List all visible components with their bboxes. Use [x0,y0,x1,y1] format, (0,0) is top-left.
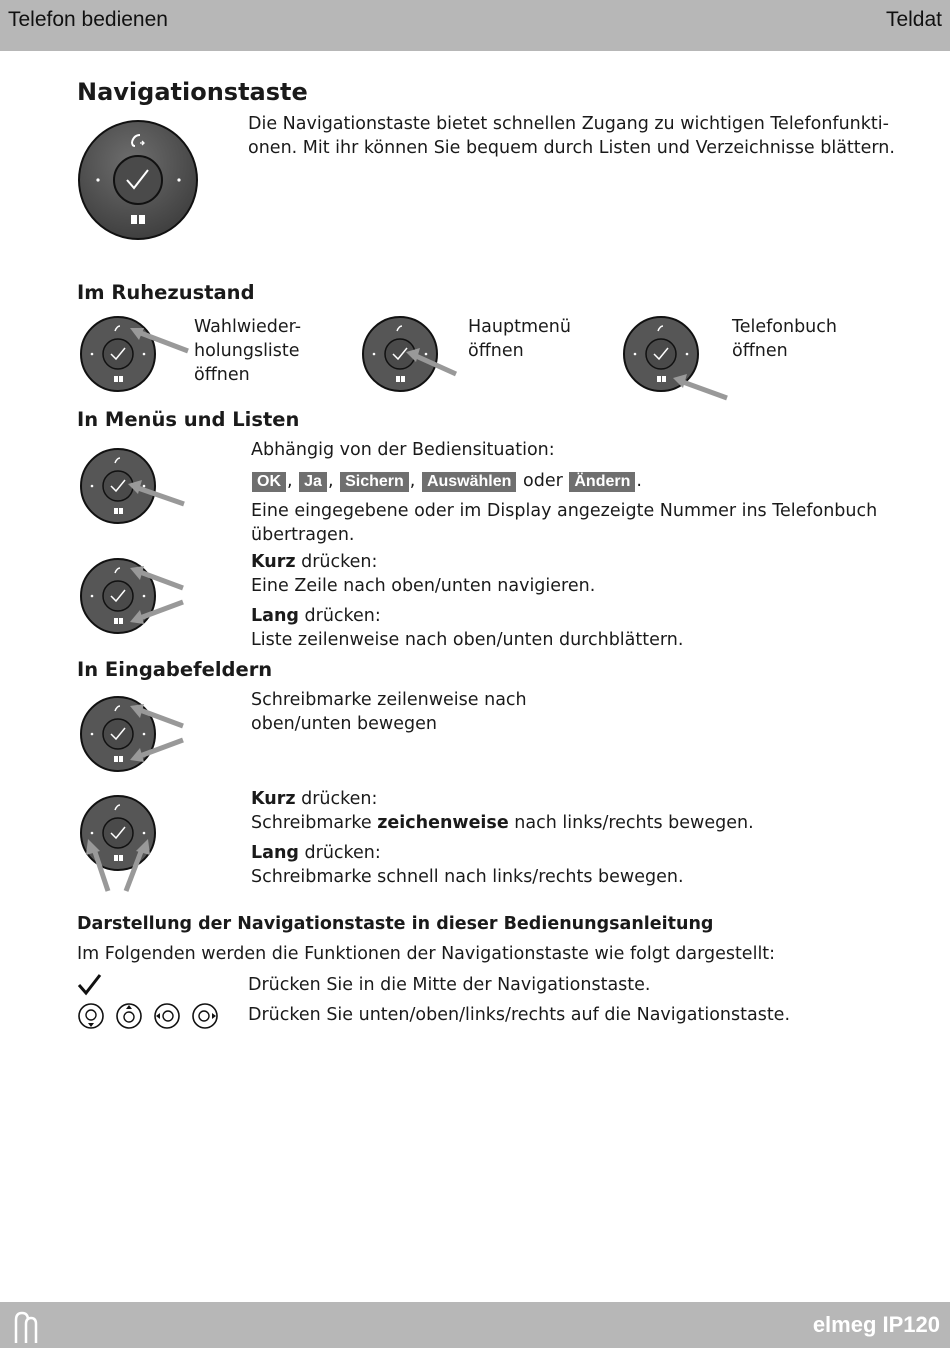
input-cursor-line-2: oben/unten bewegen [251,714,437,734]
separator-oder: oder [523,471,563,491]
menus-short-label: Kurz [251,552,296,572]
nav-up-icon [115,1002,143,1030]
display-directions-text: Drücken Sie unten/oben/links/rechts auf die Navigationstaste. [248,1005,791,1025]
softkey-row [251,469,642,493]
input-short-strong: zeichenweise [377,813,509,833]
input-long-press [251,841,684,889]
menus-short-press-heading [251,550,595,574]
footer-product-name: elmeg IP120 [812,1312,940,1337]
intro-line-2: onen. Mit ihr können Sie bequem durch Listen und Verzeichnisse blättern. [248,138,895,158]
page-header [0,0,950,51]
idle-item-phonebook [732,315,837,363]
page-footer [0,1302,950,1348]
softkey-ok: OK [252,472,286,492]
manual-logo-icon [12,1310,42,1344]
section-title-menues: In Menüs und Listen [77,408,300,431]
input-short-label: Kurz [251,789,296,809]
input-short-post: nach links/rechts bewegen. [508,813,754,833]
checkmark-icon [77,973,103,997]
menus-transfer-line-2: übertragen. [251,525,355,545]
section-title-darstellung: Darstellung der Navigationstaste in dieser Bedienungsanleitung [77,914,714,934]
display-center-text: Drücken Sie in die Mitte der Navigationstaste. [248,975,651,995]
softkey-aendern: Ändern [569,472,635,492]
header-section-title: Telefon bedienen [8,8,168,31]
input-long-rest: drücken: [298,843,381,863]
input-cursor-text [251,688,527,736]
menus-transfer-line-1: Eine eingegebene oder im Display angezeigte Nummer ins Telefonbuch [251,501,878,521]
nav-left-icon [153,1002,181,1030]
input-long-label: Lang [251,843,299,863]
menus-long-label: Lang [251,606,299,626]
input-short-press [251,787,754,835]
separator: , [327,471,334,491]
display-intro: Im Folgenden werden die Funktionen der Navigationstaste wie folgt dargestellt: [77,944,776,964]
menus-long-rest: drücken: [298,606,381,626]
nav-key-center-arrow-icon [78,446,190,526]
nav-key-up-down-arrows-icon [78,556,188,638]
idle-item-phonebook-line-2: öffnen [732,341,788,361]
idle-item-redial-line-3: öffnen [194,365,250,385]
separator: , [409,471,416,491]
section-title-eingabefelder: In Eingabefeldern [77,658,273,681]
intro-line-1: Die Navigationstaste bietet schnellen Zugang zu wichtigen Telefonfunkti- [248,114,889,134]
nav-key-down-arrow-icon [621,314,731,402]
idle-item-redial-line-2: holungsliste [194,341,300,361]
nav-key-right-arrow-icon [360,314,460,396]
nav-right-icon [191,1002,219,1030]
softkey-auswaehlen: Auswählen [422,472,516,492]
menus-long-press-heading [251,604,683,628]
input-short-press-heading [251,787,754,811]
section-title-navigationstaste: Navigationstaste [77,78,308,106]
menus-transfer-text [251,499,877,547]
idle-item-mainmenu-line-2: öffnen [468,341,524,361]
nav-down-icon [77,1002,105,1030]
menus-long-desc: Liste zeilenweise nach oben/unten durchblättern. [251,630,684,650]
header-brand: Teldat [885,8,942,31]
input-long-press-heading [251,841,684,865]
input-long-desc: Schreibmarke schnell nach links/rechts bewegen. [251,867,684,887]
intro-paragraph [248,112,895,160]
menus-short-press [251,550,595,598]
softkey-sichern: Sichern [340,472,409,492]
input-short-rest: drücken: [295,789,378,809]
menus-long-press [251,604,683,652]
menus-short-rest: drücken: [295,552,378,572]
idle-item-redial [194,315,301,387]
menus-depends-text: Abhängig von der Bediensituation: [251,440,555,460]
navigation-key-large-icon [76,118,200,242]
section-title-ruhezustand: Im Ruhezustand [77,281,255,304]
separator-period: . [636,471,642,491]
softkey-ja: Ja [299,472,327,492]
nav-key-up-arrow-icon [78,314,193,396]
nav-key-up-down-arrows-icon [78,694,188,776]
menus-short-desc: Eine Zeile nach oben/unten navigieren. [251,576,596,596]
idle-item-mainmenu-line-1: Hauptmenü [468,317,571,337]
input-short-pre: Schreibmarke [251,813,378,833]
idle-item-phonebook-line-1: Telefonbuch [732,317,837,337]
idle-item-mainmenu [468,315,571,363]
idle-item-redial-line-1: Wahlwieder- [194,317,302,337]
input-cursor-line-1: Schreibmarke zeilenweise nach [251,690,527,710]
input-short-desc [251,811,754,835]
nav-key-left-right-arrows-icon [78,793,160,893]
separator: , [287,471,293,491]
